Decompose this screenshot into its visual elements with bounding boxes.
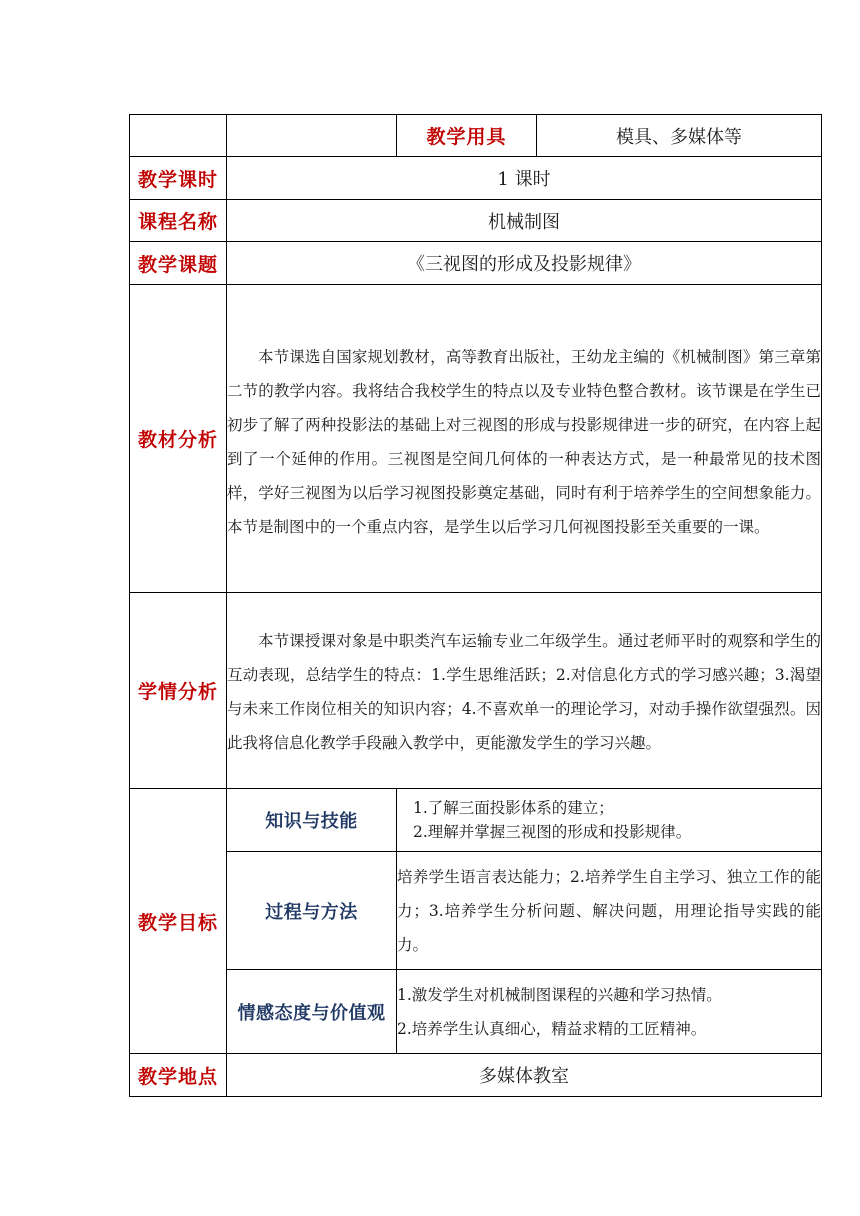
knowledge-item: 2.理解并掌握三视图的形成和投影规律。 xyxy=(413,823,692,841)
textbook-analysis-cell xyxy=(227,285,822,593)
process-methods-text: 培养学生语言表达能力；2.培养学生自主学习、独立工作的能力；3.培养学生分析问题、解决问题，用理论指导实践的能力。 xyxy=(397,867,821,954)
lesson-topic-label: 教学课题 xyxy=(130,242,227,285)
knowledge-skills-row xyxy=(130,789,822,852)
process-methods-label: 过程与方法 xyxy=(227,852,397,970)
class-hours-label: 教学课时 xyxy=(130,157,227,200)
knowledge-skills-label: 知识与技能 xyxy=(227,789,397,852)
location-label: 教学地点 xyxy=(130,1054,227,1097)
emotion-values-label: 情感态度与价值观 xyxy=(227,970,397,1054)
blank-cell xyxy=(130,115,227,157)
location-row xyxy=(130,1054,822,1097)
process-methods-cell xyxy=(397,852,822,970)
student-analysis-text: 本节课授课对象是中职类汽车运输专业二年级学生。通过老师平时的观察和学生的互动表现，总结学生的特点：1.学生思维活跃；2.对信息化方式的学习感兴趣；3.渴望与未来工作岗位相关的知识内容；4.不喜欢单一的理论学习，对动手操作欲望强烈。因此我将信息化教学手段融入教学中，更能激发学生的学习兴趣。 xyxy=(227,631,821,752)
course-name-label: 课程名称 xyxy=(130,200,227,242)
emotion-values-row xyxy=(130,970,822,1054)
textbook-analysis-label: 教材分析 xyxy=(130,285,227,593)
knowledge-item: 1.了解三面投影体系的建立； xyxy=(413,799,614,817)
blank-cell xyxy=(227,115,397,157)
process-methods-row xyxy=(130,852,822,970)
header-row xyxy=(130,115,822,157)
student-analysis-label: 学情分析 xyxy=(130,593,227,789)
class-hours-row xyxy=(130,157,822,200)
emotion-values-cell xyxy=(397,970,822,1054)
knowledge-skills-cell xyxy=(397,789,822,852)
location-value: 多媒体教室 xyxy=(227,1054,822,1097)
student-analysis-row xyxy=(130,593,822,789)
course-name-row xyxy=(130,200,822,242)
emotion-item: 1.激发学生对机械制图课程的兴趣和学习热情。 xyxy=(397,985,722,1004)
teaching-tools-value: 模具、多媒体等 xyxy=(537,115,822,157)
lesson-topic-value: 《三视图的形成及投影规律》 xyxy=(227,242,822,285)
lesson-plan-document xyxy=(129,114,821,1097)
course-name-value: 机械制图 xyxy=(227,200,822,242)
teaching-tools-label: 教学用具 xyxy=(397,115,537,157)
textbook-analysis-text: 本节课选自国家规划教材，高等教育出版社，王幼龙主编的《机械制图》第三章第二节的教学内容。我将结合我校学生的特点以及专业特色整合教材。该节课是在学生已初步了解了两种投影法的基础上对三视图的形成与投影规律进一步的研究，在内容上起到了一个延伸的作用。三视图是空间几何体的一种表达方式，是一种最常见的技术图样，学好三视图为以后学习视图投影奠定基础，同时有利于培养学生的空间想象能力。本节是制图中的一个重点内容，是学生以后学习几何视图投影至关重要的一课。 xyxy=(227,347,821,536)
student-analysis-cell xyxy=(227,593,822,789)
class-hours-value: 1 课时 xyxy=(227,157,822,200)
lesson-plan-table xyxy=(129,114,822,1097)
emotion-item: 2.培养学生认真细心，精益求精的工匠精神。 xyxy=(397,1019,707,1038)
lesson-topic-row xyxy=(130,242,822,285)
teaching-goals-label: 教学目标 xyxy=(130,789,227,1054)
textbook-analysis-row xyxy=(130,285,822,593)
